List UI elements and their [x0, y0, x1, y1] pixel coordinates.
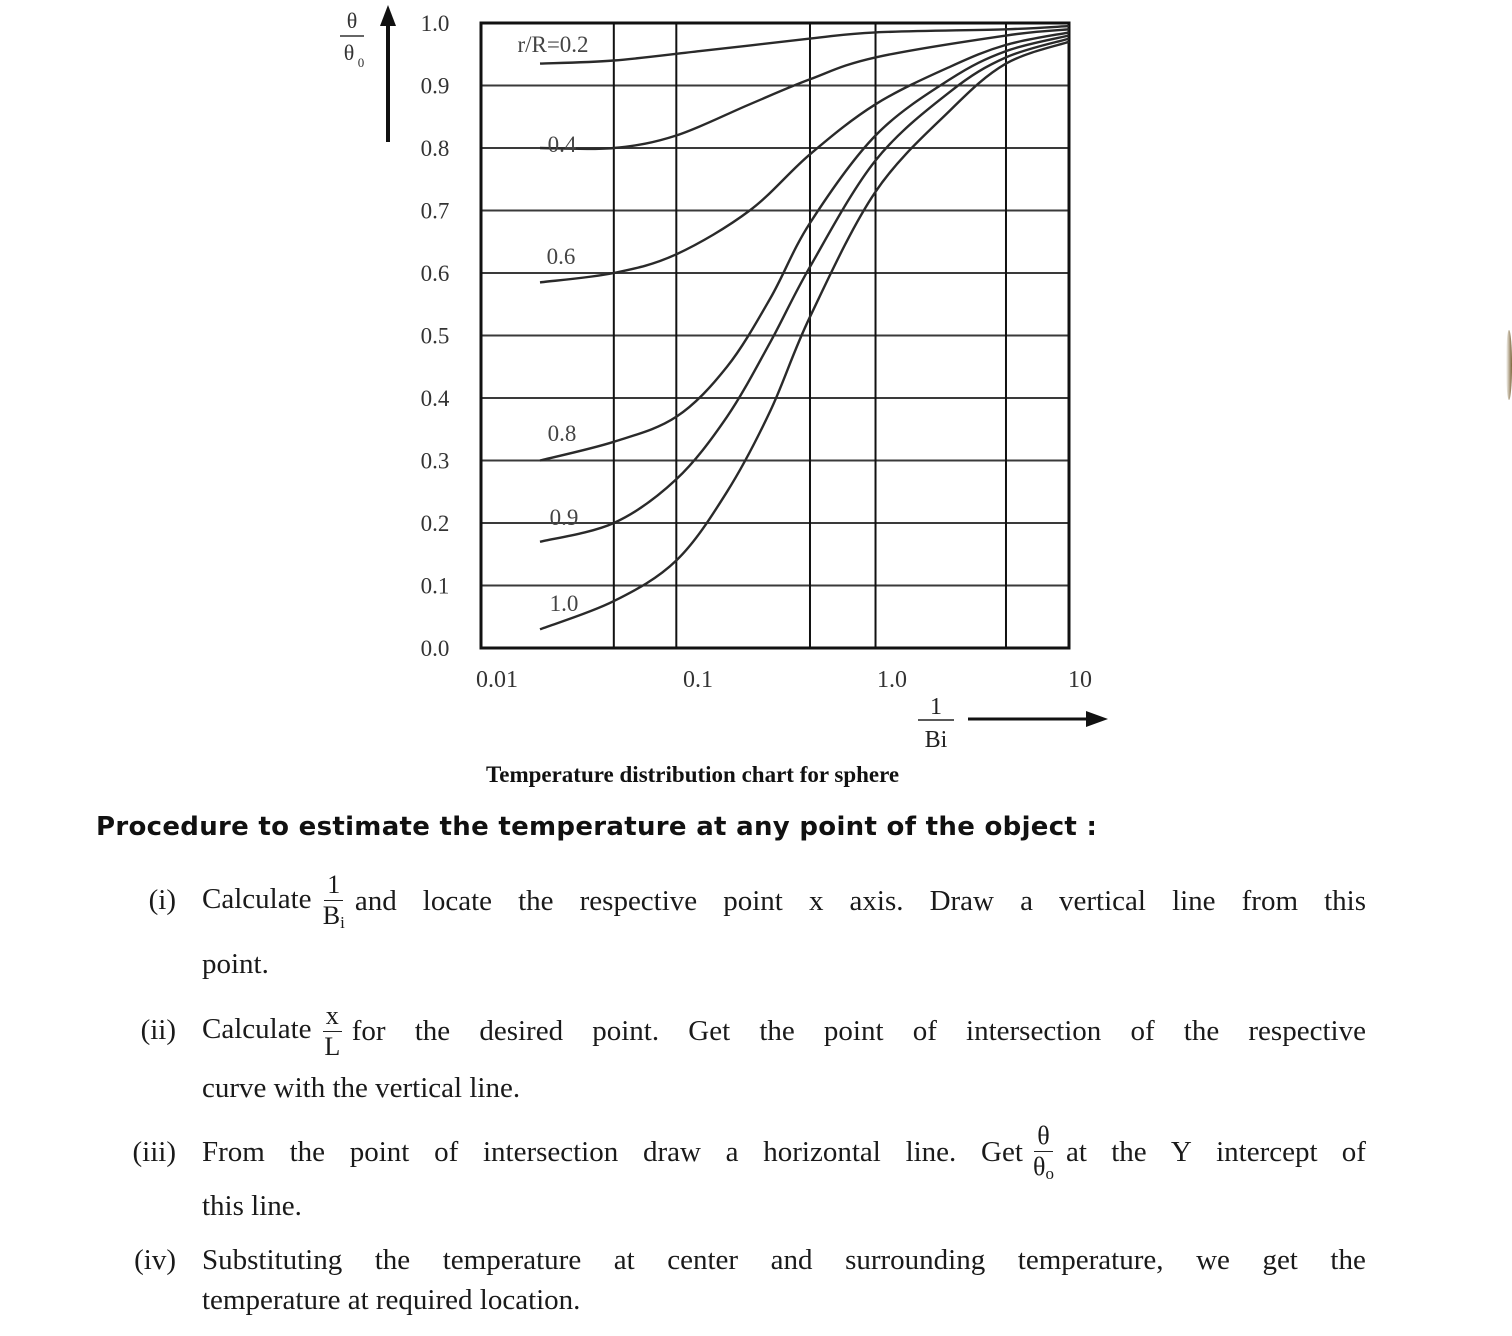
x-tick-label: 10 [1068, 667, 1092, 693]
step-number: (i) [148, 884, 176, 916]
fraction-denominator-sub: o [1045, 1163, 1054, 1183]
fraction-denominator-text: θ [1033, 1151, 1046, 1181]
x-tick-labels [476, 667, 1092, 693]
y-tick-label: 0.9 [420, 73, 450, 99]
word: we [1196, 1244, 1230, 1276]
x-axis-label-denominator: Bi [924, 727, 948, 753]
word: horizontal [763, 1135, 881, 1168]
y-tick-label: 0.3 [420, 448, 450, 474]
word: center [667, 1244, 739, 1276]
step-text-after [352, 1015, 1366, 1048]
word: intercept [1216, 1135, 1318, 1168]
word: this [1324, 884, 1366, 917]
x-axis-label-numerator: 1 [930, 694, 942, 720]
word: and [354, 884, 397, 917]
y-tick-label: 0.8 [420, 136, 450, 161]
fraction-numerator: x [323, 1003, 342, 1032]
step-line-1 [202, 1114, 1366, 1190]
word: at [613, 1244, 635, 1276]
word: get [1262, 1244, 1298, 1276]
word: a [1020, 884, 1033, 917]
word: a [725, 1135, 739, 1168]
curves [540, 26, 1069, 629]
word: respective [579, 884, 698, 917]
y-tick-label: 0.7 [420, 198, 450, 224]
word: point [823, 1014, 884, 1047]
step-text-after [355, 885, 1366, 918]
word: locate [422, 884, 493, 917]
y-tick-label: 0.0 [420, 636, 450, 661]
step-line-1 [202, 1000, 1366, 1062]
word: of [1341, 1135, 1366, 1168]
step-number: (iv) [134, 1244, 176, 1276]
word: respective [1248, 1014, 1366, 1047]
word: intersection [966, 1014, 1102, 1047]
word: axis. [849, 884, 904, 917]
y-tick-label: 1.0 [420, 11, 450, 36]
word: of [1130, 1014, 1155, 1047]
step-line-1 [202, 868, 1366, 934]
word: intersection [482, 1135, 619, 1168]
word: point. [592, 1014, 660, 1047]
word: at [1066, 1135, 1087, 1168]
curve-label: 1.0 [549, 591, 579, 616]
fraction-x-over-l [323, 1000, 342, 1061]
word: Draw [929, 884, 994, 917]
step-text-before [202, 1000, 346, 1061]
word: point [723, 884, 783, 917]
y-axis-label-denominator: θ [343, 40, 355, 65]
x-tick-label: 0.01 [476, 667, 518, 693]
curve-label: 0.6 [546, 244, 576, 269]
step-text: Calculate [202, 882, 312, 915]
word: point [349, 1135, 410, 1168]
y-axis-label-numerator: θ [346, 8, 358, 33]
word: surrounding [845, 1244, 986, 1276]
word: temperature, [1017, 1244, 1164, 1276]
step-text-before [202, 1136, 1023, 1169]
step-number: (ii) [140, 1014, 176, 1046]
word: Y [1170, 1135, 1192, 1168]
y-tick-labels [421, 11, 450, 661]
y-axis-label-denominator-sub: 0 [357, 55, 365, 70]
word: the [1111, 1135, 1147, 1168]
fraction-one-over-bi [322, 869, 345, 932]
word: for [351, 1014, 386, 1047]
word: the [1183, 1014, 1220, 1047]
word: the [374, 1244, 411, 1276]
step-line-2: point. [202, 948, 269, 980]
y-tick-label: 0.4 [420, 386, 450, 411]
curve-0-9 [540, 39, 1069, 542]
procedure-heading: Procedure to estimate the temperature at any point of the object : [96, 812, 1098, 842]
word: Get [981, 1135, 1023, 1168]
step-line-2: this line. [202, 1190, 302, 1222]
y-tick-label: 0.1 [420, 573, 450, 599]
curve-0-4 [540, 29, 1069, 149]
word: of [912, 1014, 937, 1047]
word: from [1241, 884, 1299, 917]
y-axis-arrow-icon [380, 5, 396, 142]
x-tick-label: 1.0 [877, 667, 907, 693]
fraction-theta-over-theta0 [1033, 1120, 1054, 1183]
step-line-2: temperature at required location. [202, 1284, 581, 1316]
word: the [759, 1014, 795, 1047]
step-text-after [1066, 1136, 1366, 1169]
curve-0-6 [540, 32, 1069, 282]
y-axis-label [340, 8, 364, 70]
word: the [414, 1014, 451, 1047]
curve-label: 0.4 [547, 132, 577, 157]
word: line [1172, 884, 1216, 917]
word: desired [479, 1014, 564, 1047]
word: and [770, 1244, 813, 1276]
word: the [1330, 1244, 1366, 1276]
word: temperature [442, 1244, 582, 1276]
word: From [202, 1135, 265, 1168]
x-tick-label: 0.1 [683, 667, 713, 693]
fraction-denominator [1033, 1152, 1054, 1182]
page-edge-mark [1506, 330, 1512, 400]
word: line. [905, 1135, 957, 1168]
curve-label: 0.9 [549, 505, 579, 530]
step-line-2: curve with the vertical line. [202, 1072, 521, 1104]
curve-0-8 [540, 36, 1069, 461]
step-line-1 [202, 1244, 1366, 1277]
curve-label: 0.8 [547, 421, 577, 446]
word: draw [642, 1135, 701, 1168]
chart-caption: Temperature distribution chart for sphere [486, 762, 900, 787]
curve-label: r/R=0.2 [517, 32, 589, 57]
step-number: (iii) [132, 1136, 176, 1168]
fraction-denominator-text: B [322, 900, 341, 930]
fraction-numerator: 1 [324, 872, 343, 901]
x-axis-arrow-icon [968, 711, 1108, 727]
step-text: Calculate [202, 1012, 312, 1045]
word: of [434, 1135, 459, 1168]
fraction-denominator: L [324, 1031, 341, 1061]
y-tick-label: 0.5 [420, 323, 450, 349]
word: the [289, 1135, 325, 1168]
word: Substituting [202, 1244, 343, 1276]
word: vertical [1059, 884, 1146, 917]
word: Get [688, 1014, 731, 1047]
y-tick-label: 0.6 [420, 261, 450, 286]
x-axis-label [918, 694, 954, 753]
word: the [518, 884, 554, 917]
fraction-numerator: θ [1034, 1123, 1052, 1152]
word: x [808, 884, 824, 917]
curve-labels [517, 32, 588, 616]
y-tick-label: 0.2 [420, 511, 450, 536]
fraction-denominator [323, 901, 345, 931]
fraction-denominator-sub: i [340, 912, 345, 932]
step-text-before [202, 869, 349, 932]
